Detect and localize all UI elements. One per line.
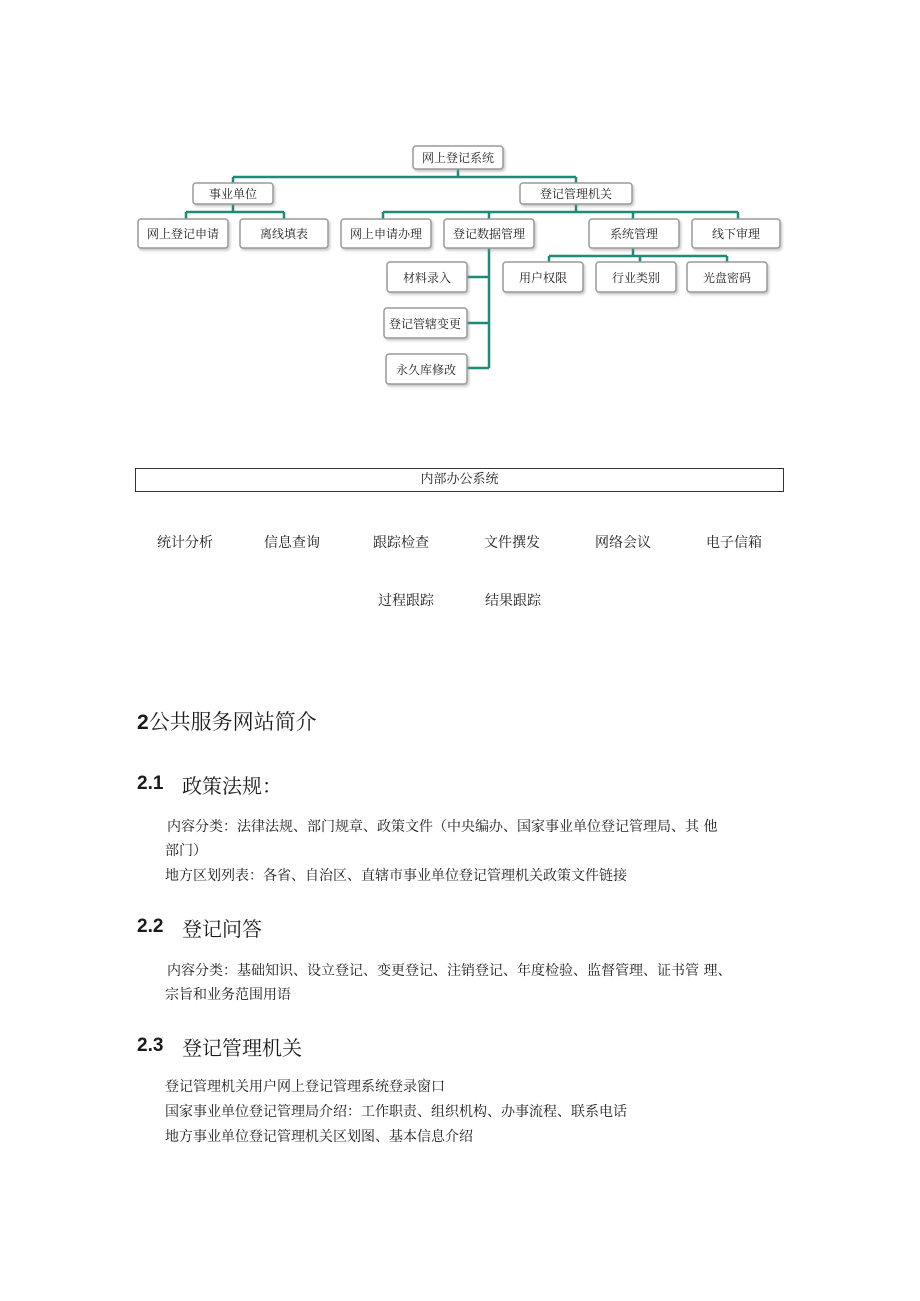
paragraph-line: 内容分类：法律法规、部门规章、政策文件（中央编办、国家事业单位登记管理局、其 他 [167, 819, 718, 835]
office-module: 电子信箱 [706, 535, 762, 551]
paragraph-line: 内容分类：基础知识、设立登记、变更登记、注销登记、年度检验、监督管理、证书管 理、 [167, 963, 732, 979]
office-module: 信息查询 [264, 535, 320, 551]
paragraph-line: 登记管理机关用户网上登记管理系统登录窗口 [165, 1079, 445, 1095]
office-module: 网络会议 [595, 535, 651, 551]
org-node-label: 线下审理 [711, 227, 761, 241]
paragraph-line: 宗旨和业务范围用语 [165, 987, 291, 1003]
org-node-label: 行业类别 [611, 271, 661, 285]
subsection-title: 登记问答 [182, 917, 262, 941]
org-node-disc-password [687, 262, 767, 292]
org-node-system-management [589, 219, 679, 248]
org-node-label: 网上登记系统 [421, 151, 495, 165]
org-node-jurisdiction-change [384, 308, 467, 338]
org-node-label: 登记管辖变更 [388, 317, 462, 331]
org-node-user-permissions [503, 262, 583, 292]
org-node-online-application [138, 219, 228, 248]
subsection-title: 登记管理机关 [182, 1036, 302, 1060]
office-module: 统计分析 [157, 535, 213, 551]
org-node-industry-category [596, 262, 676, 292]
paragraph-line: 部门） [165, 843, 207, 859]
section-number: 2 [137, 711, 149, 734]
org-node-offline-form [240, 219, 328, 248]
org-node-label: 登记管理机关 [539, 187, 613, 201]
org-node-label: 材料录入 [402, 271, 452, 285]
org-chart [0, 0, 920, 420]
org-node-offline-review [692, 219, 780, 248]
org-node-material-entry [387, 262, 467, 292]
org-node-label: 光盘密码 [702, 271, 752, 285]
office-module: 过程跟踪 [378, 593, 434, 609]
subsection-title: 政策法规： [182, 774, 282, 798]
subsection-number: 2.3 [137, 1035, 164, 1056]
org-node-public-unit [193, 183, 273, 204]
subsection-number: 2.2 [137, 916, 164, 937]
section-heading [137, 706, 317, 736]
office-system-title: 内部办公系统 [135, 468, 784, 492]
org-node-registry-authority [520, 183, 632, 204]
org-node-label: 网上登记申请 [146, 227, 220, 241]
org-node-label: 登记数据管理 [452, 227, 526, 241]
org-node-data-management [444, 219, 534, 248]
org-node-label: 网上申请办理 [349, 227, 423, 241]
org-node-permanent-db [386, 354, 467, 384]
office-module: 结果跟踪 [485, 593, 541, 609]
org-node-label: 永久库修改 [395, 363, 457, 377]
org-node-root [413, 146, 503, 169]
org-node-label: 用户权限 [518, 271, 568, 285]
paragraph-line: 国家事业单位登记管理局介绍：工作职责、组织机构、办事流程、联系电话 [165, 1104, 627, 1120]
office-module: 跟踪检查 [373, 535, 429, 551]
org-node-label: 事业单位 [208, 187, 258, 201]
paragraph-line: 地方事业单位登记管理机关区划图、基本信息介绍 [165, 1129, 473, 1145]
org-node-label: 离线填表 [259, 227, 309, 241]
org-node-label: 系统管理 [609, 227, 659, 241]
subsection-number: 2.1 [137, 773, 164, 794]
paragraph-line: 地方区划列表：各省、自治区、直辖市事业单位登记管理机关政策文件链接 [165, 868, 627, 884]
section-title: 公共服务网站简介 [148, 710, 317, 734]
org-node-online-processing [341, 219, 431, 248]
office-module: 文件撰发 [484, 535, 540, 551]
